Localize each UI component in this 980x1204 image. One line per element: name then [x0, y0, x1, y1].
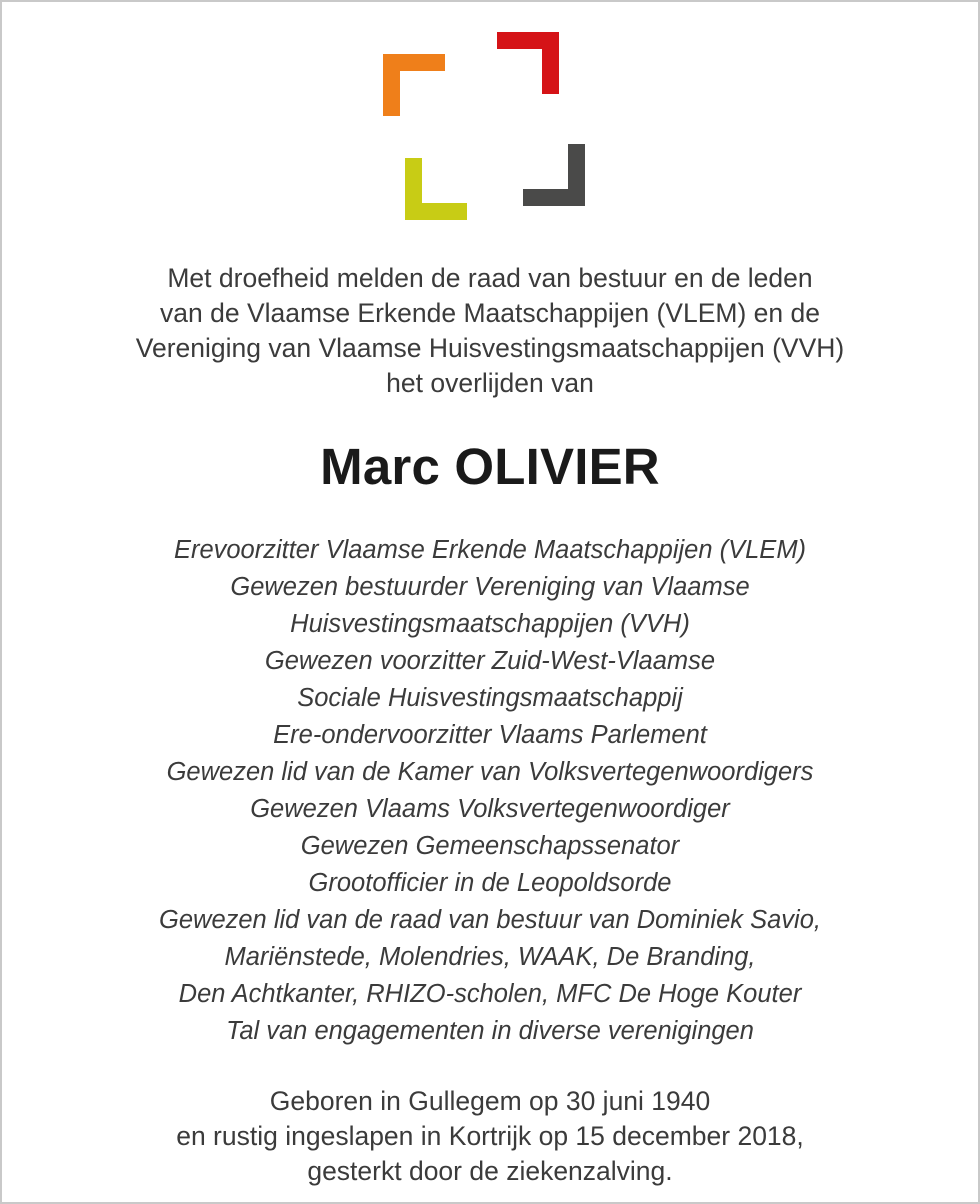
title-line: Gewezen Gemeenschapssenator	[300, 832, 680, 860]
title-line: Gewezen voorzitter Zuid-West-Vlaamse	[264, 647, 716, 675]
title-line: Sociale Huisvestingsmaatschappij	[297, 684, 683, 712]
announcement-intro-line: van de Vlaamse Erkende Maatschappijen (VLEM) en de	[160, 298, 820, 328]
announcement-intro-line: Vereniging van Vlaamse Huisvestingsmaatschappijen (VVH)	[135, 333, 845, 363]
title-line: Tal van engagementen in diverse verenigingen	[226, 1017, 754, 1045]
logo-corner-bottom-left-icon	[405, 158, 467, 220]
vlem-vvh-logo	[375, 26, 605, 231]
life-dates-line: gesterkt door de ziekenzalving.	[307, 1156, 673, 1186]
title-line: Ere-ondervoorzitter Vlaams Parlement	[273, 721, 707, 749]
title-line: Mariënstede, Molendries, WAAK, De Branding,	[224, 943, 756, 971]
logo-corner-top-right-icon	[497, 32, 559, 94]
announcement-intro	[136, 261, 845, 401]
announcement-intro-line: Met droefheid melden de raad van bestuur en de leden	[167, 263, 813, 293]
life-dates-line: Geboren in Gullegem op 30 juni 1940	[269, 1086, 711, 1116]
title-line: Gewezen lid van de raad van bestuur van Dominiek Savio,	[159, 906, 821, 934]
logo-corner-top-left-icon	[383, 54, 445, 116]
title-line: Gewezen bestuurder Vereniging van Vlaamse	[230, 573, 750, 601]
logo-corner-bottom-right-icon	[523, 144, 585, 206]
announcement-intro-line: het overlijden van	[386, 368, 594, 398]
life-dates-line: en rustig ingeslapen in Kortrijk op 15 december 2018,	[176, 1121, 804, 1151]
title-line: Huisvestingsmaatschappijen (VVH)	[290, 610, 690, 638]
titles-list	[159, 532, 821, 1050]
title-line: Erevoorzitter Vlaamse Erkende Maatschappijen (VLEM)	[173, 536, 807, 564]
title-line: Grootofficier in de Leopoldsorde	[308, 869, 672, 897]
title-line: Gewezen Vlaams Volksvertegenwoordiger	[250, 795, 730, 823]
life-dates	[176, 1084, 804, 1189]
title-line: Gewezen lid van de Kamer van Volksvertegenwoordigers	[166, 758, 814, 786]
deceased-name: Marc OLIVIER	[320, 438, 660, 495]
title-line: Den Achtkanter, RHIZO-scholen, MFC De Hoge Kouter	[178, 980, 802, 1008]
